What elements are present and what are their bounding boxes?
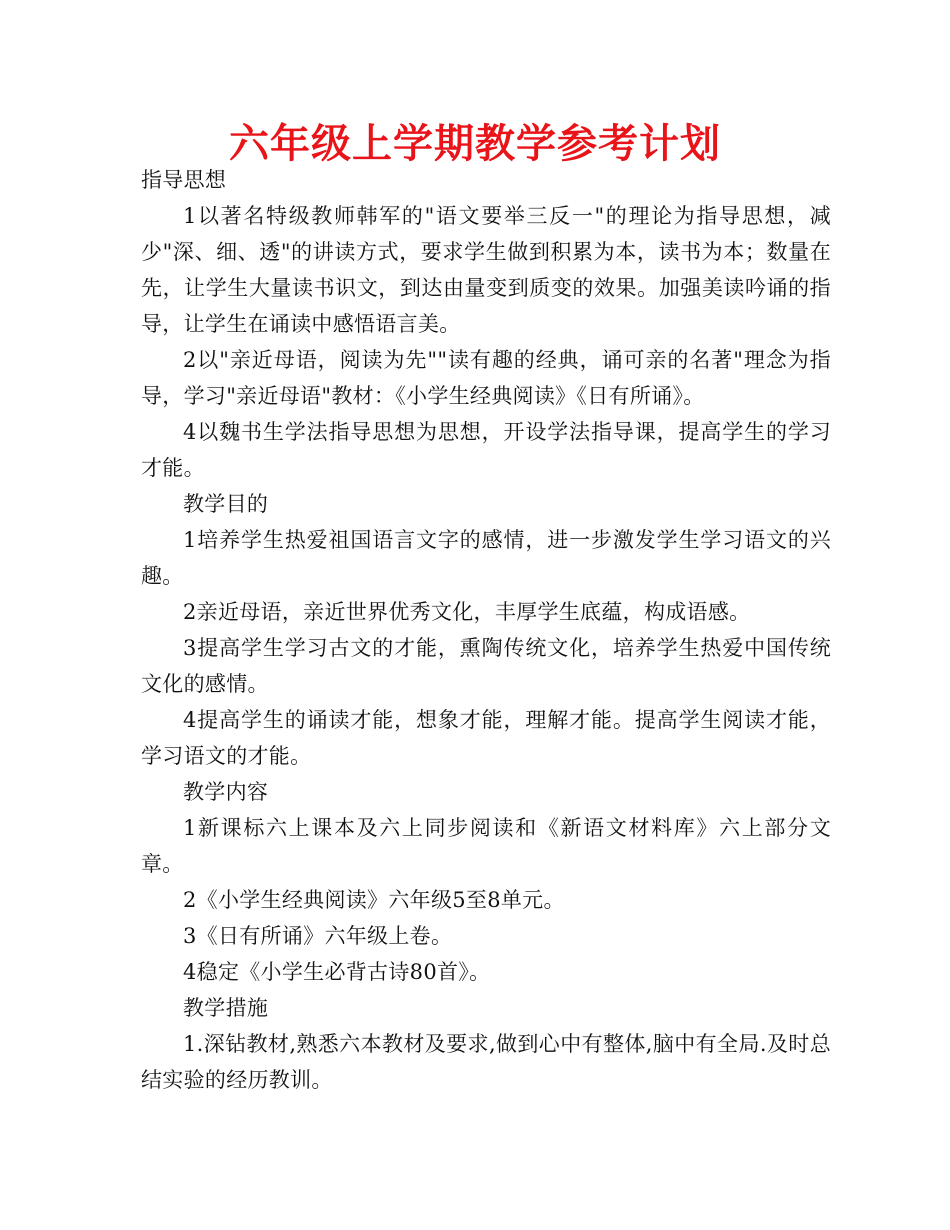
paragraph: 4稳定《小学生必背古诗80首》。 xyxy=(183,960,491,984)
paragraph: 3提高学生学习古文的才能，熏陶传统文化，培养学生热爱中国传统文化的感情。 xyxy=(141,636,831,696)
paragraph: 2亲近母语，亲近世界优秀文化，丰厚学生底蕴，构成语感。 xyxy=(183,600,751,624)
paragraph: 4提高学生的诵读才能，想象才能，理解才能。提高学生阅读才能，学习语文的才能。 xyxy=(141,708,831,768)
section-heading-teaching-goals: 教学目的 xyxy=(183,492,269,516)
paragraph: 1以著名特级教师韩军的"语文要举三反一"的理论为指导思想，减少"深、细、透"的讲读方式，要求学生做到积累为本，读书为本；数量在先，让学生大量读书识文，到达由量变到质变的效果。加强美读吟诵的指导，让学生在诵读中感悟语言美。 xyxy=(141,204,831,336)
paragraph: 1新课标六上课本及六上同步阅读和《新语文材料库》六上部分文章。 xyxy=(141,816,831,876)
paragraph: 2《小学生经典阅读》六年级5至8单元。 xyxy=(183,888,565,912)
paragraph: 1培养学生热爱祖国语言文字的感情，进一步激发学生学习语文的兴趣。 xyxy=(141,528,831,588)
document-title: 六年级上学期教学参考计划 xyxy=(229,121,721,167)
section-heading-guiding-thought: 指导思想 xyxy=(141,168,227,192)
section-heading-teaching-measures: 教学措施 xyxy=(183,996,269,1020)
paragraph: 2以"亲近母语，阅读为先""读有趣的经典，诵可亲的名著"理念为指导，学习"亲近母语"教材：《小学生经典阅读》《日有所诵》。 xyxy=(141,348,831,408)
paragraph: 4以魏书生学法指导思想为思想，开设学法指导课，提高学生的学习才能。 xyxy=(141,420,831,480)
paragraph: 1.深钻教材,熟悉六本教材及要求,做到心中有整体,脑中有全局.及时总结实验的经历教训。 xyxy=(141,1032,831,1092)
section-heading-teaching-content: 教学内容 xyxy=(183,780,269,804)
paragraph: 3《日有所诵》六年级上卷。 xyxy=(183,924,453,948)
document-body xyxy=(141,162,831,1098)
